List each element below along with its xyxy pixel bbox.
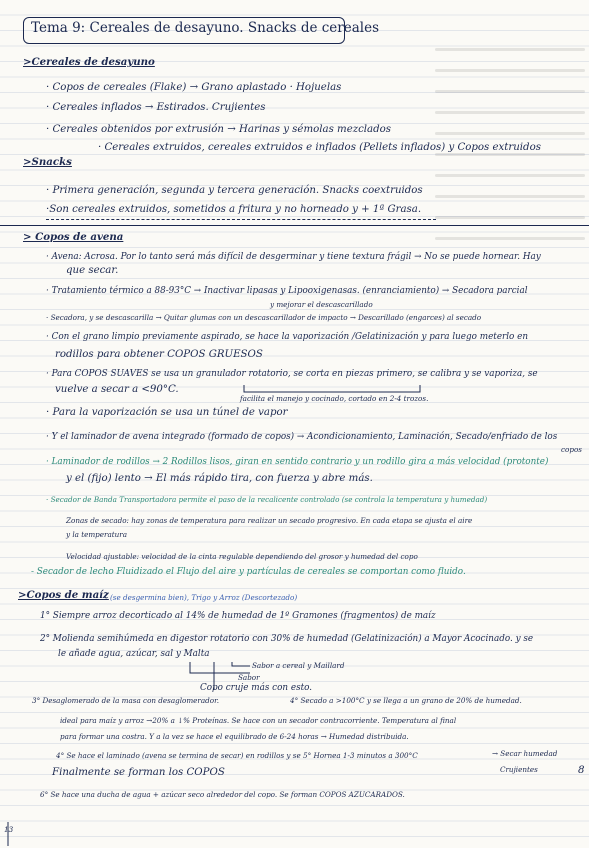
text-line: 1° Siempre arroz decorticado al 14% de humedad de 1º Gramones (fragmentos) de maíz	[40, 611, 436, 621]
text-line: Sabor a cereal y Maillard	[252, 661, 345, 670]
text-line: · Y el laminador de avena integrado (formado de copos) → Acondicionamiento, Laminación, Secado/enfriado de los	[46, 432, 558, 442]
section-heading-snacks: >Snacks	[23, 156, 72, 168]
text-line: · Tratamiento térmico a 88-93°C → Inactivar lipasas y Lipooxigenasas. (enranciamiento) → Secadora parcial	[46, 286, 528, 296]
text-line: 6° Se hace una ducha de agua + azúcar seco alrededor del copo. Se forman COPOS AZUCARADOS.	[40, 790, 405, 799]
section-heading-copos-avena: > Copos de avena	[23, 231, 124, 243]
text-line: vuelve a secar a <90°C.	[55, 384, 179, 395]
text-line: y la temperatura	[66, 530, 127, 539]
text-line: le añade agua, azúcar, sal y Malta	[58, 649, 210, 659]
text-line: Velocidad ajustable: velocidad de la cinta regulable dependiendo del grosor y humedad del copo	[66, 552, 418, 561]
text-line: para formar una costra. Y a la vez se hace el equilibrado de 6-24 horas → Humedad distribuida.	[60, 732, 409, 741]
text-line: Zonas de secado: hay zonas de temperatura para realizar un secado progresivo. En cada etapa se ajusta el aire	[66, 516, 473, 525]
text-line: · Para la vaporización se usa un túnel de vapor	[46, 407, 288, 418]
text-line: · Primera generación, segunda y tercera generación. Snacks coextruidos	[46, 185, 423, 196]
text-line: · Cereales inflados → Estirados. Crujientes	[46, 102, 266, 113]
text-line: Sabor	[238, 673, 260, 682]
text-line: 3° Desaglomerado de la masa con desaglomerador.	[32, 696, 220, 705]
page-number: 8	[578, 765, 585, 776]
text-line: · Copos de cereales (Flake) → Grano aplastado · Hojuelas	[46, 82, 342, 93]
text-line: · Con el grano limpio previamente aspirado, se hace la vaporización /Gelatinización y para luego meterlo en	[46, 332, 529, 342]
text-line: · Secadora, y se descascarilla → Quitar glumas con un descascarillador de impacto → Descarillado (engarces) al secado	[46, 313, 482, 322]
text-line: y el (fijo) lento → El más rápido tira, con fuerza y abre más.	[66, 473, 373, 484]
text-line: ·Son cereales extruidos, sometidos a fritura y no horneado y + 1ª Grasa.	[46, 204, 422, 215]
text-line: → Secar humedad	[492, 749, 558, 758]
text-line: facilita el manejo y cocinado, cortado en 2-4 trozos.	[240, 394, 429, 403]
text-line: que secar.	[66, 265, 119, 276]
text-line: copos	[561, 445, 582, 454]
text-line: · Cereales extruidos, cereales extruidos e inflados (Pellets inflados) y Copos extruidos	[98, 142, 541, 153]
text-line: · Secador de Banda Transportadora permite el paso de la recalicente controlado (se controla la temperatura y humedad)	[46, 495, 488, 504]
text-line: · Para COPOS SUAVES se usa un granulador rotatorio, se corta en piezas primero, se calibra y se vaporiza, se	[46, 369, 538, 379]
text-line: Crujientes	[500, 765, 538, 774]
text-line: 4° Secado a >100°C y se llega a un grano de 20% de humedad.	[290, 696, 522, 705]
text-line: 4° Se hace el laminado (avena se termina de secar) en rodillos y se 5° Hornea 1-3 minutos a 300°C	[56, 751, 418, 760]
text-line: Copo cruje más con esto.	[200, 683, 313, 693]
text-line: · Cereales obtenidos por extrusión → Harinas y sémolas mezclados	[46, 124, 392, 135]
text-line: 2° Molienda semihúmeda en digestor rotatorio con 30% de humedad (Gelatinización) a Mayor Acocinado. y se	[40, 634, 534, 644]
page-title: Tema 9: Cereales de desayuno. Snacks de cereales	[31, 20, 380, 36]
text-line: · Laminador de rodillos → 2 Rodillos lisos, giran en sentido contrario y un rodillo gira a más velocidad (protonte)	[46, 457, 549, 467]
text-line: ideal para maíz y arroz →20% a ↓% Proteínas. Se hace con un secador contracorriente. Temperatura al final	[60, 716, 457, 725]
corner-mark: 13	[4, 825, 14, 834]
text-line: Finalmente se forman los COPOS	[52, 767, 225, 778]
text-line: rodillos para obtener COPOS GRUESOS	[55, 349, 263, 360]
text-line: · Avena: Acrosa. Por lo tanto será más difícil de desgerminar y tiene textura frágil → No se puede hornear. Hay	[46, 252, 541, 262]
text-line: (se desgermina bien), Trigo y Arroz (Descortezado)	[110, 593, 298, 602]
text-line: - Secador de lecho Fluidizado el Flujo del aire y partículas de cereales se comportan como fluido.	[31, 567, 466, 577]
text-line: y mejorar el descascarillado	[270, 300, 373, 309]
section-heading-cereales: >Cereales de desayuno	[23, 56, 155, 68]
section-heading-copos-maiz: >Copos de maíz	[18, 589, 109, 601]
